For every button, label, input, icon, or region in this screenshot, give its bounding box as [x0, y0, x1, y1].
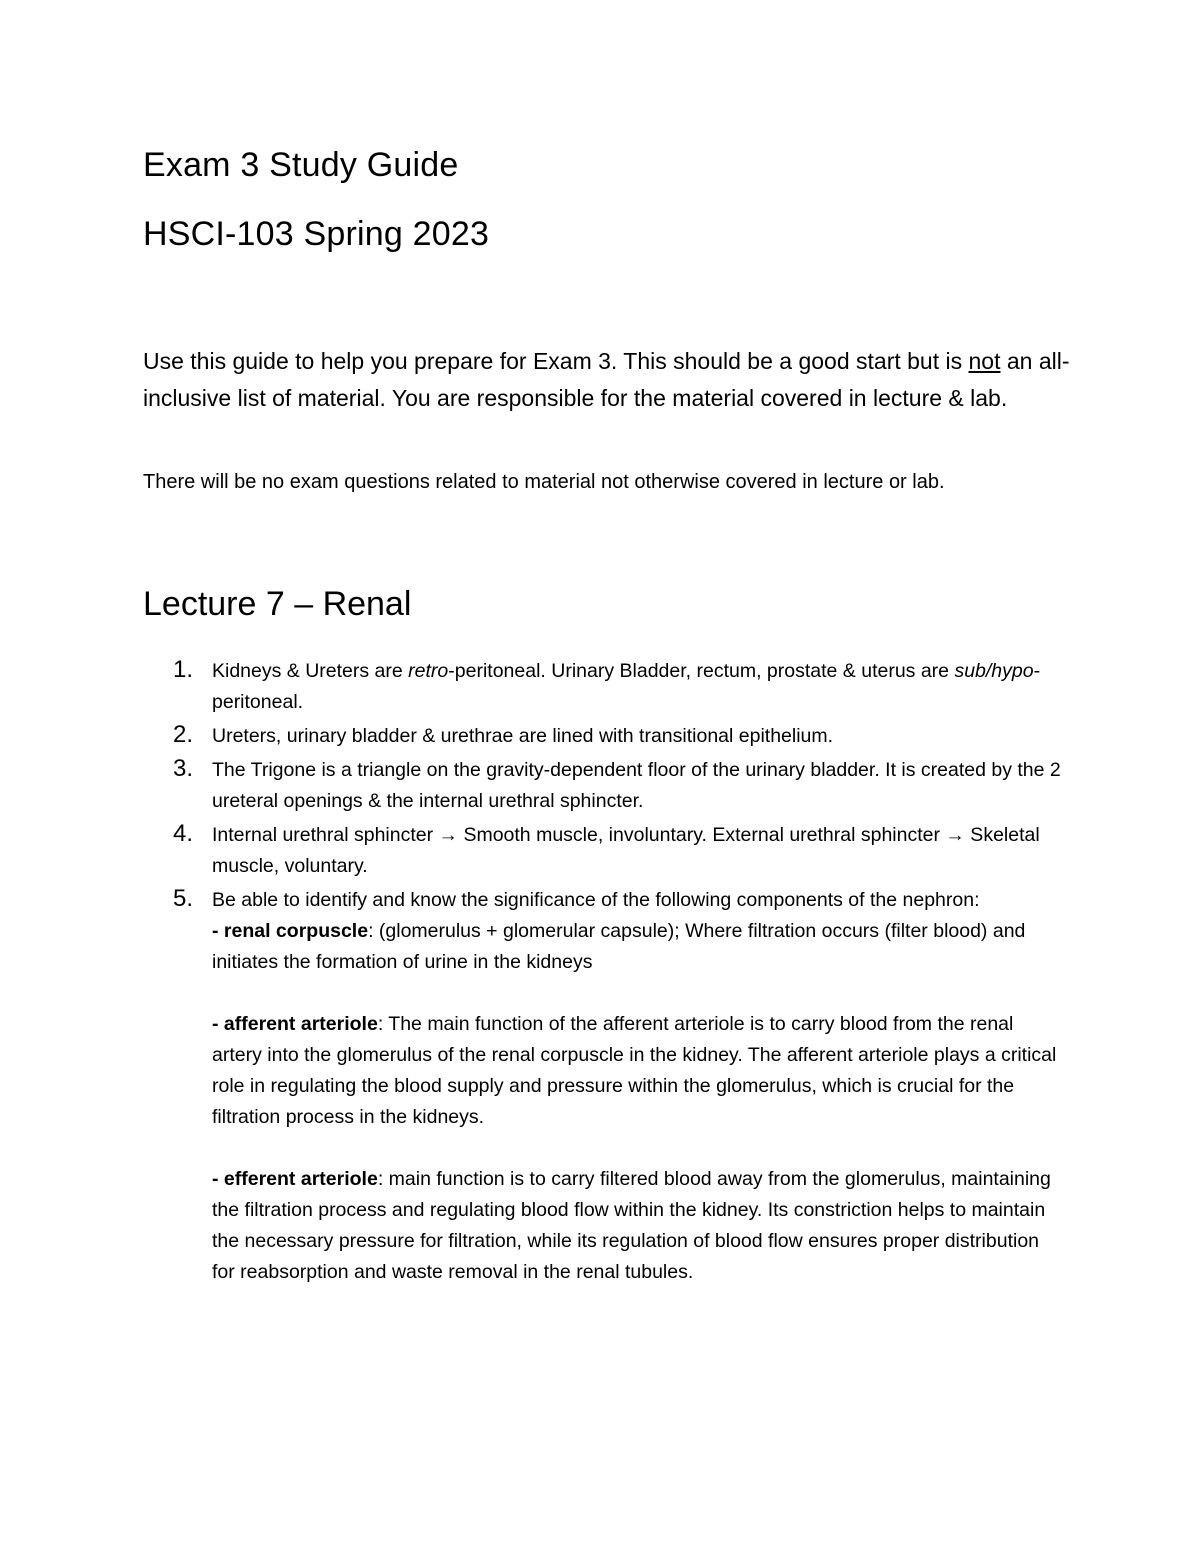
component-term: - renal corpuscle — [212, 920, 369, 942]
list-item — [143, 885, 1063, 1288]
component-description: : main function is to carry filtered blood away from the glomerulus, maintaining the filtration process and regulating blood flow within the kidney. Its constriction helps to maintain the necessary pressure for filtration, while its regulation of blood flow ensures proper distribution for reabsorption and waste removal in the renal tubules. — [212, 1168, 1051, 1283]
list-number: 5. — [173, 885, 194, 912]
component-term: - afferent arteriole — [212, 1013, 378, 1035]
list-item — [143, 820, 1063, 882]
course-title: HSCI-103 Spring 2023 — [143, 215, 490, 253]
section-heading: Lecture 7 – Renal — [143, 585, 412, 623]
component-term: - efferent arteriole — [212, 1168, 378, 1190]
item-italic-segment: retro — [408, 660, 449, 682]
numbered-list — [143, 656, 1063, 1291]
intro-paragraph — [143, 343, 1073, 417]
list-number: 3. — [173, 755, 194, 782]
list-item — [143, 755, 1063, 817]
item-text-segment: -peritoneal. Urinary Bladder, rectum, prostate & uterus are — [448, 660, 955, 682]
component-efferent-arteriole — [212, 1164, 1063, 1288]
list-item-text: Internal urethral sphincter → Smooth muscle, involuntary. External urethral sphincter → Skeletal muscle, voluntary. — [212, 824, 1040, 877]
list-item — [143, 656, 1063, 718]
component-description: : (glomerulus + glomerular capsule); Where filtration occurs (filter blood) and initiates the formation of urine in the kidneys — [212, 920, 1026, 973]
list-item-text: The Trigone is a triangle on the gravity-dependent floor of the urinary bladder. It is created by the 2 ureteral openings & the internal urethral sphincter. — [212, 759, 1061, 812]
list-item — [143, 721, 1063, 752]
component-description: : The main function of the afferent arteriole is to carry blood from the renal artery into the glomerulus of the renal corpuscle in the kidney. The afferent arteriole plays a critical role in regulating the blood supply and pressure within the glomerulus, which is crucial for the filtration process in the kidneys. — [212, 1013, 1057, 1128]
spacer — [212, 1133, 1063, 1164]
item-text-segment: -peritoneal. — [212, 660, 1041, 713]
spacer — [212, 978, 1063, 1009]
list-number: 4. — [173, 820, 194, 847]
exam-note: There will be no exam questions related to material not otherwise covered in lecture or lab. — [143, 471, 945, 493]
item-text-segment: Kidneys & Ureters are — [212, 660, 409, 682]
intro-text-1: Use this guide to help you prepare for Exam 3. This should be a good start but is — [143, 348, 969, 374]
component-afferent-arteriole — [212, 1009, 1063, 1133]
list-number: 1. — [173, 656, 194, 683]
list-item-text: Ureters, urinary bladder & urethrae are lined with transitional epithelium. — [212, 725, 834, 747]
document-title: Exam 3 Study Guide — [143, 146, 459, 184]
component-renal-corpuscle — [212, 916, 1063, 978]
list-number: 2. — [173, 721, 194, 748]
intro-text-2: an all-inclusive list of material. You are responsible for the material covered in lecture & lab. — [143, 348, 1070, 411]
list-item-text — [212, 889, 1063, 1288]
intro-emphasis: not — [968, 348, 1001, 374]
list-item-text — [212, 660, 1040, 713]
nephron-intro: Be able to identify and know the significance of the following components of the nephron: — [212, 889, 980, 911]
item-italic-segment: sub/hypo — [954, 660, 1034, 682]
